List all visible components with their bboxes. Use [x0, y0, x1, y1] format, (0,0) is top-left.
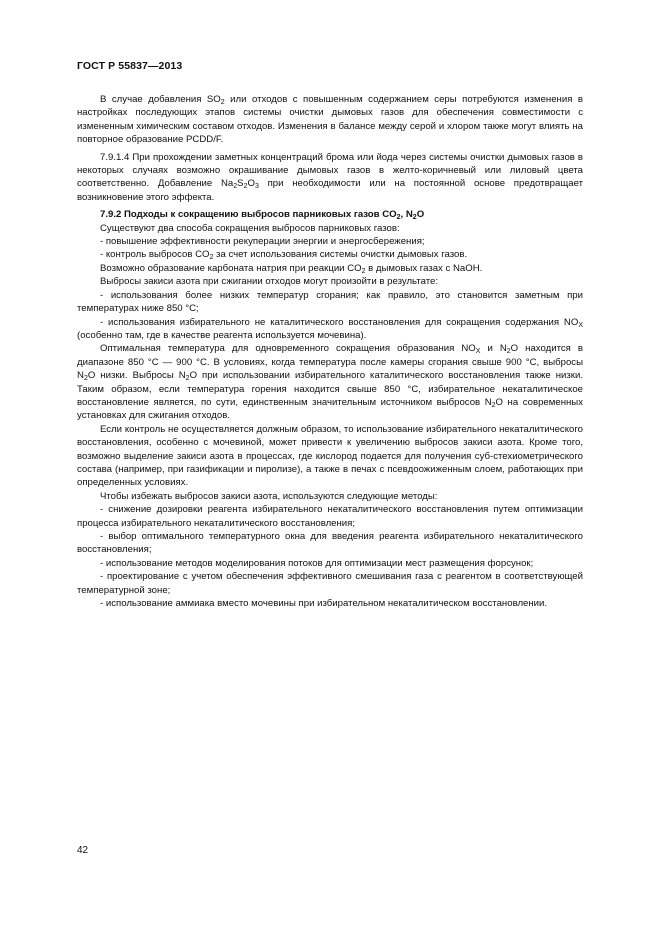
subscript: 2 — [396, 214, 401, 222]
paragraph-optimal-temperature: Оптимальная температура для одновременного сокращения образования $NO_X$ и $N_2O$ находится в диапазоне 850 °C — 900 °C. В условиях, когда температура после камеры сгорания свыше 900 °C, выбросы $N_2O$ низки. Выбросы $N_2O$ при использовании избирательного каталитического восстановления также низки. Таким образом, если температура горения находится свыше 850 °C, избирательное некаталитическое восстановление является, по сути, единственным значительным источником выбросов $N_2O$ на современных установках для сжигания отходов. — [77, 343, 583, 422]
paragraph-sodium-carbonate: Возможно образование карбоната натрия при реакции $CO_2$ в дымовых газах с NaOH. — [100, 262, 483, 275]
page-number: 42 — [77, 845, 89, 856]
subscript: 2 — [220, 99, 225, 106]
document-body — [77, 93, 583, 610]
list-item-low-temperature: - использования более низких температур сгорания; как правило, это становится заметным при температурах ниже 850 °C; — [77, 289, 583, 315]
subscript: 3 — [254, 183, 259, 191]
subscript: 2 — [412, 214, 417, 222]
list-item-temperature-window: - выбор оптимального температурного окна для введения реагента избирательного некаталитического восстановления; — [77, 531, 583, 556]
subscript: X — [475, 348, 481, 356]
list-item-ammonia-instead: - использование аммиака вместо мочевины при избирательном некаталитическом восстановлении. — [100, 598, 548, 610]
list-item-energy-recovery: - повышение эффективности рекуперации энергии и энергосбережения; — [100, 236, 425, 248]
paragraph-n2o-causes: Выбросы закиси азота при сжигании отходов могут произойти в результате: — [100, 276, 438, 288]
list-item-mixing-design: - проектирование с учетом обеспечения эффективного смешивания газа с реагентом в соответствующей температурной зоне; — [77, 571, 583, 596]
section-heading-7-9-2: 7.9.2 Подходы к сокращению выбросов парниковых газов $CO_2$, $N_2O$ — [100, 209, 425, 222]
subscript: 2 — [243, 183, 248, 191]
list-item-flow-modeling: - использование методов моделирования потоков для оптимизации мест размещения форсунок; — [100, 557, 534, 569]
paragraph-avoidance-methods: Чтобы избежать выбросов закиси азота, используются следующие методы: — [100, 490, 438, 502]
list-item-dosage-reduction: - снижение дозировки реагента избирательного некаталитического восстановления путем оптимизации процесса избирательного некаталитического восстановления; — [77, 504, 583, 529]
subscript: 2 — [83, 375, 88, 383]
paragraph-sulfur-addition: В случае добавления $SO_2$ или отходов с повышенным содержанием серы потребуются изменения в настройках последующих этапов системы очистки дымовых газов для обеспечения совместимости с измененным химическим составом отходов. Изменения в балансе между серой и хлором также могут влиять на повторное образование PCDD/F. — [77, 94, 583, 146]
list-item-co2-control: - контроль выбросов $CO_2$ за счет использования системы очистки дымовых газов. — [100, 249, 468, 262]
paragraph-two-methods: Существуют два способа сокращения выбросов парниковых газов: — [100, 222, 400, 234]
subscript: 2 — [491, 401, 496, 409]
list-item-sncr-urea: - использования избирательного не каталитического восстановления для сокращения содержания $NO_X$ (особенно там, где в качестве реагента используется мочевина). — [77, 316, 583, 341]
subscript: 2 — [233, 183, 238, 191]
paragraph-7-9-1-4: 7.9.1.4 При прохождении заметных концентраций брома или йода через системы очистки дымовых газов в некоторых случаях возможно окрашивание дымовых газов в желто-коричневый или лиловый цвета соответственно. Добавление $Na_2S_2O_3$ при необходимости или на постоянной основе предотвращает возникновение этого эффекта. — [77, 151, 583, 203]
document-header: ГОСТ Р 55837—2013 — [77, 60, 183, 72]
subscript: 2 — [209, 254, 214, 262]
subscript: 2 — [361, 267, 366, 275]
subscript: 2 — [506, 348, 511, 356]
subscript: 2 — [185, 375, 190, 383]
subscript: X — [578, 321, 583, 329]
paragraph-control-failure: Если контроль не осуществляется должным образом, то использование избирательного некаталитического восстановления, особенно с мочевиной, может привести к увеличению выбросов закиси азота. Кроме того, возможно выделение закиси азота в процессах, где кислород подается для получения суб-стехиометрического состава (например, при газификации и пиролизе), а также в печах с псевдоожиженным слоем, работающих при определенных условиях. — [77, 423, 583, 489]
